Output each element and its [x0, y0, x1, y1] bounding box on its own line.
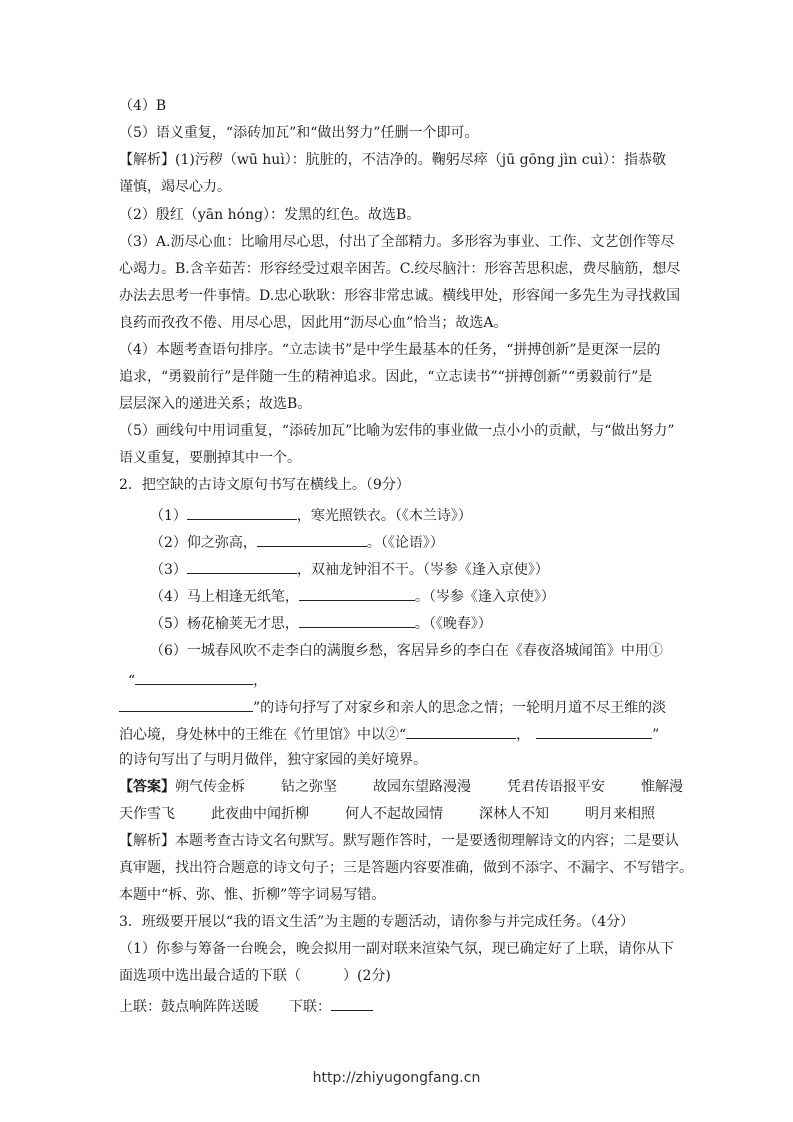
couplet-lower-label: 下联： — [289, 999, 331, 1015]
q2-item-3 — [150, 559, 549, 579]
answer-item: 惟解漫 — [641, 779, 683, 795]
answer-row-1 — [119, 778, 683, 796]
q2-item-6-cont — [119, 697, 666, 717]
item-text: “ — [128, 673, 136, 689]
answer-item: 钻之弥坚 — [281, 779, 337, 795]
item-text: 。（《晚春》） — [414, 616, 492, 632]
text-line: （5）语义重复，“添砖加瓦”和“做出努力”任删一个即可。 — [119, 125, 479, 141]
text-line: （5）画线句中用词重复，“添砖加瓦”比喻为宏伟的事业做一点小小的贡献，与“做出努力” — [119, 423, 675, 439]
text-line: 【解析】本题考查古诗文名句默写。默写题作答时，一是要透彻理解诗文的内容；二是要认 — [119, 833, 679, 849]
q2-item-6-cont — [119, 724, 659, 744]
text-line: 办法去思考一件事情。D.忠心耿耿：形容非常忠诚。横线甲处，形容闻一多先生为寻找救国 — [119, 288, 681, 304]
text-line: （1）你参与筹备一台晚会，晚会拟用一副对联来渲染气氛，现已确定好了上联，请你从下 — [119, 941, 674, 957]
answer-item: 故园东望路漫漫 — [373, 779, 471, 795]
answer-blank[interactable] — [257, 532, 367, 547]
answer-blank[interactable] — [299, 613, 415, 628]
text-line: 谨慎，竭尽心力。 — [119, 179, 231, 195]
text-line: （4）本题考查语句排序。“立志读书”是中学生最基本的任务，“拼搏创新”是更深一层的 — [119, 342, 661, 358]
item-text: ”的诗句抒写了对家乡和亲人的思念之情；一轮明月道不尽王维的淡 — [253, 700, 667, 716]
text-line: 本题中“柝、弥、惟、折柳”等字词易写错。 — [119, 887, 386, 903]
item-text: （4）马上相逢无纸笔， — [150, 589, 299, 605]
text-line: 真审题，找出符合题意的诗文句子；三是答题内容要准确，做到不添字、不漏字、不写错字。 — [119, 860, 693, 876]
question-2-heading: 2．把空缺的古诗文原句书写在横线上。（9分） — [119, 477, 410, 493]
item-text: 。（岑参《逢入京使》） — [414, 589, 555, 605]
item-text: （1） — [150, 508, 187, 524]
item-text: ，双袖龙钟泪不干。（岑参《逢入京使》） — [296, 562, 549, 578]
item-text: ， — [253, 673, 268, 689]
item-text: 泊心境，身处林中的王维在《竹里馆》中以②“ — [119, 727, 407, 743]
answer-blank[interactable] — [187, 505, 297, 520]
text-line: 良药而孜孜不倦、用尽心思，因此用“沥尽心血”恰当；故选A。 — [119, 315, 508, 331]
answer-item: 何人不起故园情 — [345, 806, 443, 822]
answer-item: 凭君传语报平安 — [507, 779, 605, 795]
text-line: （2）殷红（yān hóng）：发黑的红色。故选B。 — [119, 207, 421, 223]
answer-item: 朔气传金柝 — [175, 779, 245, 795]
answer-blank[interactable] — [135, 670, 253, 685]
item-text: ，寒光照铁衣。（《木兰诗》） — [296, 508, 472, 524]
question-3-heading: 3．班级要开展以“我的语文生活”为主题的专题活动，请你参与并完成任务。（4分） — [119, 914, 635, 930]
text-line: 语义重复，要删掉其中一个。 — [119, 450, 301, 466]
answer-item: 此夜曲中闻折柳 — [211, 806, 309, 822]
footer-url: http://zhiyugongfang.cn — [312, 1070, 481, 1086]
answer-blank[interactable] — [299, 586, 415, 601]
couplet-upper: 上联：鼓点响阵阵送暖 — [119, 999, 259, 1015]
answer-blank[interactable] — [331, 996, 373, 1011]
text-line: 追求，“勇毅前行”是伴随一生的精神追求。因此，“立志读书”“拼搏创新”“勇毅前行”是 — [119, 369, 653, 385]
item-text: （5）杨花榆荚无才思， — [150, 616, 299, 632]
q2-item-1 — [150, 505, 472, 525]
text-line: （3）A.沥尽心血：比喻用尽心思，付出了全部精力。多形容为事业、工作、文艺创作等尽 — [119, 234, 675, 250]
item-text: ” — [652, 727, 660, 743]
text-line: 【解析】(1)污秽（wū huì）：肮脏的，不洁净的。鞠躬尽瘁（jū gōng jìn cuì）：指恭敬 — [119, 152, 667, 168]
q2-item-2 — [150, 532, 444, 552]
answer-row-2 — [119, 805, 655, 823]
item-text: ， — [516, 727, 531, 743]
answer-blank[interactable] — [119, 697, 253, 712]
text-line: 的诗句写出了与明月做伴，独守家园的美好境界。 — [119, 752, 427, 768]
q2-item-6-cont — [128, 670, 267, 690]
couplet-line — [119, 996, 373, 1016]
answer-item: 天作雪飞 — [119, 806, 175, 822]
q2-item-4 — [150, 586, 555, 606]
text-line: 面选项中选出最合适的下联（ ）(2分) — [119, 968, 391, 984]
q2-item-6: （6）一城春风吹不走李白的满腹乡愁，客居异乡的李白在《春夜洛城闻笛》中用① — [150, 643, 663, 659]
answer-blank[interactable] — [406, 724, 516, 739]
answer-label: 【答案】 — [119, 779, 175, 795]
item-text: （3） — [150, 562, 187, 578]
answer-blank[interactable] — [536, 724, 652, 739]
q2-item-5 — [150, 613, 492, 633]
item-text: （2）仰之弥高， — [150, 535, 257, 551]
answer-blank[interactable] — [187, 559, 297, 574]
text-line: 层层深入的递进关系；故选B。 — [119, 396, 312, 412]
answer-item: 深林人不知 — [479, 806, 549, 822]
text-line: 心竭力。B.含辛茹苦：形容经受过艰辛困苦。C.绞尽脑汁：形容苦思积虑，费尽脑筋，想尽 — [119, 261, 681, 277]
item-text: 。（《论语》） — [366, 535, 444, 551]
answer-item: 明月来相照 — [585, 806, 655, 822]
text-line: （4）B — [119, 98, 167, 114]
